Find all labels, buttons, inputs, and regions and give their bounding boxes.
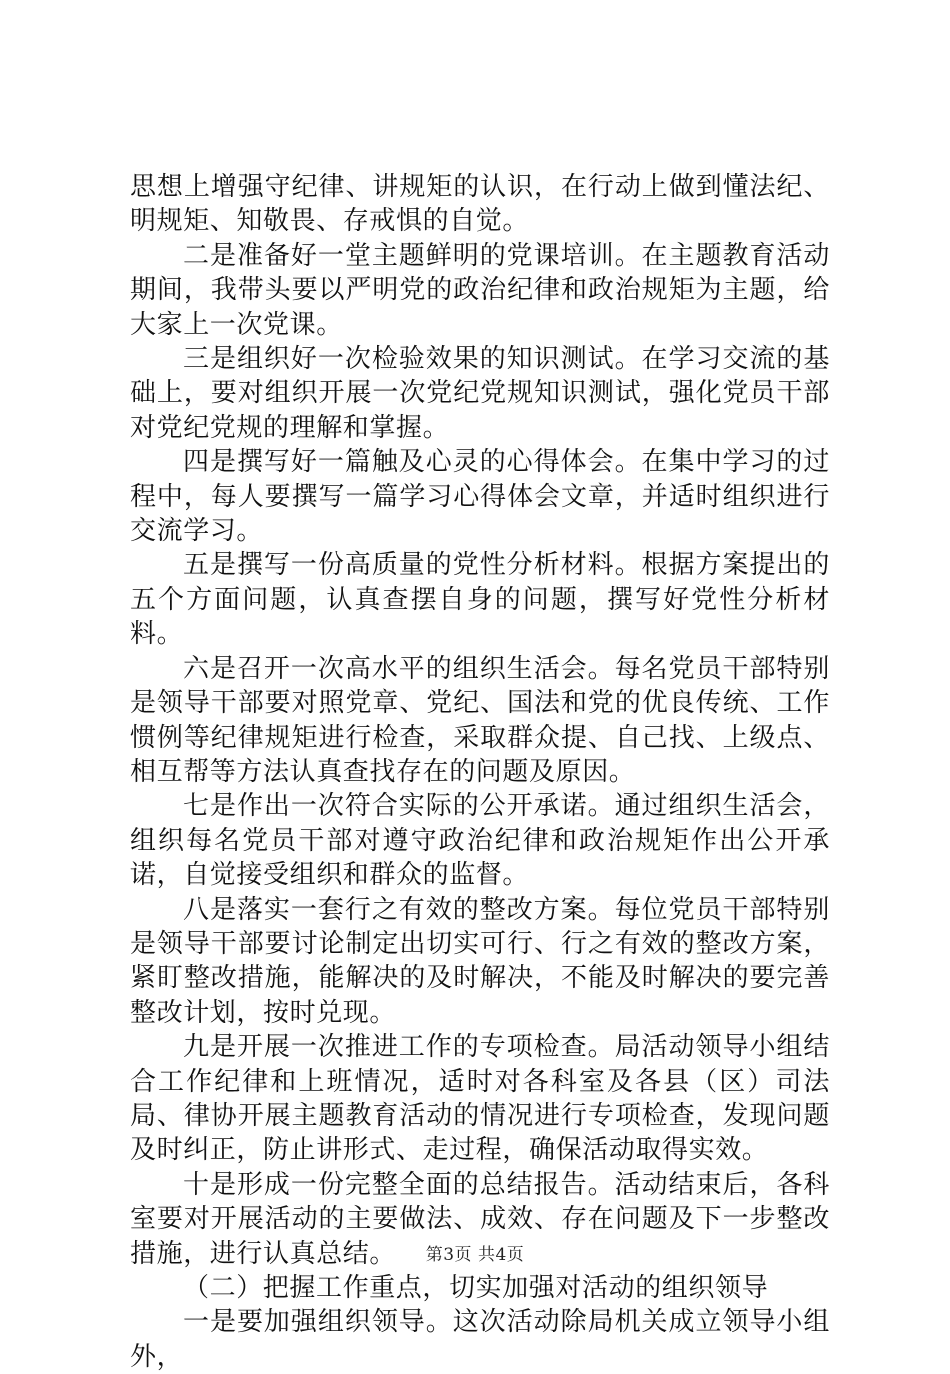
paragraph-item-3: 三是组织好一次检验效果的知识测试。在学习交流的基础上，要对组织开展一次党纪党规知识测试，强化党员干部对党纪党规的理解和掌握。 xyxy=(130,344,830,443)
page-number-label: 第3页 共4页 xyxy=(425,1245,525,1265)
paragraph-section2-item-1: 一是要加强组织领导。这次活动除局机关成立领导小组外， xyxy=(130,1307,830,1372)
section-heading: （二）把握工作重点，切实加强对活动的组织领导 xyxy=(183,1273,769,1303)
paragraph-item-7: 七是作出一次符合实际的公开承诺。通过组织生活会，组织每名党员干部对遵守政治纪律和政治规矩作出公开承诺，自觉接受组织和群众的监督。 xyxy=(130,791,830,891)
paragraph-continuation: 思想上增强守纪律、讲规矩的认识，在行动上做到懂法纪、明规矩、知敬畏、存戒惧的自觉。 xyxy=(130,172,830,237)
document-body xyxy=(130,170,830,1374)
paragraph-item-2: 二是准备好一堂主题鲜明的党课培训。在主题教育活动期间，我带头要以严明党的政治纪律和政治规矩为主题，给大家上一次党课。 xyxy=(130,240,830,340)
paragraph-item-6: 六是召开一次高水平的组织生活会。每名党员干部特别是领导干部要对照党章、党纪、国法和党的优良传统、工作惯例等纪律规矩进行检查，采取群众提、自己找、上级点、相互帮等方法认真查找存在的问题及原因。 xyxy=(130,653,830,787)
paragraph-item-10: 十是形成一份完整全面的总结报告。活动结束后，各科室要对开展活动的主要做法、成效、存在问题及下一步整改措施，进行认真总结。 xyxy=(130,1169,830,1269)
page-footer xyxy=(0,1240,950,1265)
paragraph-item-9: 九是开展一次推进工作的专项检查。局活动领导小组结合工作纪律和上班情况，适时对各科室及各县（区）司法局、律协开展主题教育活动的情况进行专项检查，发现问题及时纠正，防止讲形式、走过程，确保活动取得实效。 xyxy=(130,1032,830,1166)
paragraph-item-4: 四是撰写好一篇触及心灵的心得体会。在集中学习的过程中，每人要撰写一篇学习心得体会文章，并适时组织进行交流学习。 xyxy=(130,447,830,547)
paragraph-item-5: 五是撰写一份高质量的党性分析材料。根据方案提出的五个方面问题，认真查摆自身的问题，撰写好党性分析材料。 xyxy=(130,550,830,650)
paragraph-item-8: 八是落实一套行之有效的整改方案。每位党员干部特别是领导干部要讨论制定出切实可行、行之有效的整改方案，紧盯整改措施，能解决的及时解决，不能及时解决的要完善整改计划，按时兑现。 xyxy=(130,894,830,1028)
